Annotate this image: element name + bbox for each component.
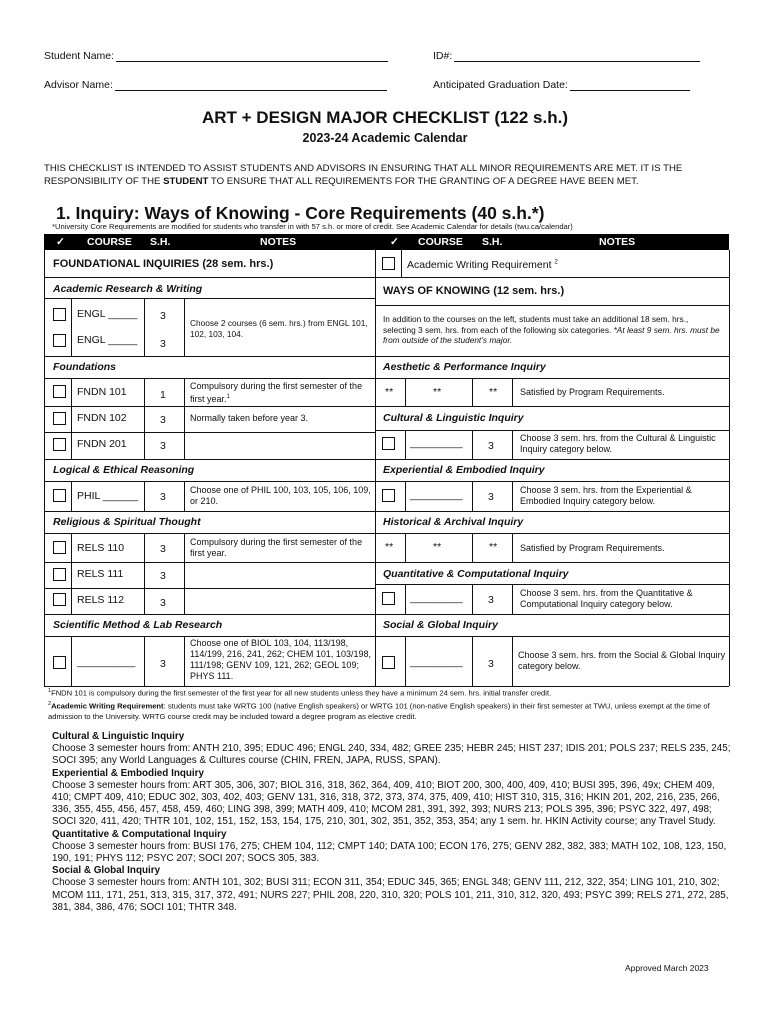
student-name-label: Student Name: [44,50,115,62]
quantitative-note: Choose 3 sem. hrs. from the Quantitative & Computational Inquiry category below. [520,588,693,609]
grid-line [375,614,729,615]
advisor-name-line[interactable] [115,79,387,91]
footnote-1-sup: 1 [48,688,52,694]
grid-line [512,533,513,562]
wok-note-plain: In addition to the courses on the left, students must take an additional 18 sem. hrs., selecting 3 sem. hrs. from each of the following six categories. [383,314,689,335]
grid-line [44,356,375,357]
grid-line [405,481,406,511]
grid-line [44,432,375,433]
list-heading-quantitative: Quantitative & Computational Inquiry [52,828,227,840]
aesthetic-note: Satisfied by Program Requirements. [520,387,665,397]
grid-line [44,481,375,482]
grid-line [44,511,375,512]
list-heading-social: Social & Global Inquiry [52,865,161,877]
grid-line [405,584,406,614]
advisor-name-label: Advisor Name: [44,79,113,91]
graduation-date-field[interactable] [433,79,690,91]
grid-line [375,511,729,512]
category-social-global: Social & Global Inquiry [383,619,498,631]
grid-line [184,378,185,459]
rels110-course: RELS 110 [77,542,125,554]
grid-line [375,459,729,460]
grid-line [44,588,375,589]
header-course-right: COURSE [418,236,463,248]
grid-line [184,298,185,356]
list-heading-cultural: Cultural & Linguistic Inquiry [52,731,185,742]
writing-requirement-checkbox[interactable] [382,257,395,270]
grid-line [512,430,513,459]
rels110-checkbox[interactable] [53,541,66,554]
graduation-date-line[interactable] [570,79,690,91]
engl-2-sh: 3 [160,338,166,350]
fndn102-checkbox[interactable] [53,412,66,425]
cultural-course: _________ [410,437,463,449]
fndn101-note-sup: 1 [226,394,230,400]
grid-line [44,378,375,379]
science-checkbox[interactable] [53,656,66,669]
category-religious-spiritual: Religious & Spiritual Thought [53,516,201,528]
footnote-2-text: : students must take WRTG 100 (native English speakers) or WRTG 101 (non-native English speakers) in their first semester at TWU, unless exempt at the time of admission to the University. WRTG course credit may be included toward a degree program as elective credit. [48,701,710,722]
category-historical-archival: Historical & Archival Inquiry [383,516,524,528]
grid-line [44,277,729,278]
id-field[interactable] [433,50,700,62]
fndn201-sh: 3 [160,440,166,452]
rels111-sh: 3 [160,570,166,582]
grid-line [405,636,406,686]
grid-line [375,356,729,357]
science-note: Choose one of BIOL 103, 104, 113/198, 114/199, 216, 241, 262; CHEM 101, 103/198, 111/198; GENV 109, 121, 262; GEOL 109; PHYS 111. [190,638,371,681]
footnote-2 [48,699,738,723]
science-sh: 3 [160,658,166,670]
fndn101-checkbox[interactable] [53,385,66,398]
grid-line [144,378,145,459]
list-heading-experiential: Experiential & Embodied Inquiry [52,767,204,779]
aesthetic-check: ** [385,386,394,398]
writing-requirement-sup: 2 [554,259,558,266]
experiential-sh: 3 [488,491,494,503]
fndn102-note: Normally taken before year 3. [190,413,309,423]
engl-1-checkbox[interactable] [53,308,66,321]
grid-line [375,378,729,379]
grid-line [405,378,406,406]
category-logical-ethical: Logical & Ethical Reasoning [53,464,195,476]
category-experiential-embodied: Experiential & Embodied Inquiry [383,464,545,476]
cultural-sh: 3 [488,440,494,452]
wok-note-italic: *At least 9 sem. hrs. must be from outside of the student’s major. [383,324,720,345]
footnote-1 [48,686,738,699]
advisor-name-field[interactable] [44,79,387,91]
footnote-2-sup: 2 [48,701,52,708]
engl-2-course: ENGL _____ [77,334,138,346]
grid-line [44,614,375,615]
engl-1-sh: 3 [160,310,166,322]
grid-line [375,430,729,431]
grid-line [512,378,513,406]
fndn101-note [190,381,372,405]
grid-line [512,481,513,511]
rels111-course: RELS 111 [77,568,124,580]
grid-line [44,459,375,460]
category-cultural-linguistic: Cultural & Linguistic Inquiry [383,412,524,424]
footnote-1-text: FNDN 101 is compulsory during the first semester of the first year for all new students unless they have a minimum 24 sem. hrs. initial transfer credit. [51,688,552,698]
graduation-date-label: Anticipated Graduation Date: [433,79,568,91]
fndn201-course: FNDN 201 [77,438,127,450]
grid-line [472,636,473,686]
grid-line [472,430,473,459]
grid-line [44,250,45,686]
grid-line [144,533,145,614]
course-lists [52,731,732,914]
category-aesthetic-performance: Aesthetic & Performance Inquiry [383,361,546,373]
grid-line [71,298,72,356]
cultural-checkbox[interactable] [382,437,395,450]
fndn102-course: FNDN 102 [77,412,127,424]
list-text-social: Choose 3 semester hours from: ANTH 101, 302; BUSI 311; ECON 311, 354; EDUC 345, 365; ENGL 348; GENV 111, 212, 322, 354; LING 101, 210, 302; MCOM 111, 171, 251, 313, 315, 317, 372, 491; NURS 227; PHIL 208, 220, 310, 320; POLS 101, 211, 310, 312, 320, 493; PSYC 399; RELS 271, 272, 285, 381, 384, 386, 476; SOCI 101; THTR 348. [52,877,729,913]
social-note: Choose 3 sem. hrs. from the Social & Global Inquiry category below. [518,650,726,671]
grid-line [472,378,473,406]
grid-line [44,562,375,563]
grid-line [405,533,406,562]
grid-line [472,584,473,614]
page-subtitle: 2023-24 Academic Calendar [302,131,468,145]
list-text-experiential: Choose 3 semester hours from: ART 305, 306, 307; BIOL 316, 318, 362, 364, 409, 410; BIOT 200, 300, 400, 409, 410; BUSI 395, 396, 49x; CHEM 409, 410; CMPT 409, 410; EDUC 302, 303, 402, 403; GENV 131, 316, 318, 372, 373, 374, 375, 409, 410; HIST 310, 315, 316; HKIN 201, 202, 216, 235, 266, 336, 355, 455, 456, 457, 458, 459, 460; LING 398, 399; MATH 409, 410; MCOM 281, 391, 392, 393; NURS 213; POLS 395, 396; PSYC 322, 497, 498; SOCI 320, 411, 420; THTR 101, 102, 151, 152, 153, 154, 175, 210, 301, 302, 351, 352, 353, 354; any 1 sem. hr. HKIN Activity course; any Travel Study. [52,779,720,828]
category-foundations: Foundations [53,361,116,373]
header-sh-left: S.H. [150,236,171,248]
engl-note: Choose 2 courses (6 sem. hrs.) from ENGL 101, 102, 103, 104. [190,318,368,339]
grid-line [375,562,729,563]
grid-line [375,250,376,686]
ways-of-knowing-heading: WAYS OF KNOWING (12 sem. hrs.) [383,285,565,297]
grid-line [375,481,729,482]
intro-strong: STUDENT [163,176,209,187]
rels112-course: RELS 112 [77,594,125,606]
section-title: 1. Inquiry: Ways of Knowing - Core Requirements (40 s.h.*) [56,203,545,223]
id-label: ID#: [433,50,453,62]
header-sh-right: S.H. [482,236,503,248]
grid-line [144,636,145,686]
quantitative-checkbox[interactable] [382,592,395,605]
grid-line [44,636,375,637]
rels112-checkbox[interactable] [53,593,66,606]
phil-note: Choose one of PHIL 100, 103, 105, 106, 109, or 210. [190,485,371,506]
engl-1-course: ENGL _____ [77,308,138,320]
table-header [44,234,729,250]
grid-line [375,305,729,306]
writing-requirement-label: Academic Writing Requirement [407,259,552,271]
grid-line [144,298,145,356]
grid-line [375,406,729,407]
section-note: *University Core Requirements are modified for students who transfer in with 57 s.h. or more of credit. See Academic Calendar for details (twu.ca/calendar) [52,222,573,231]
grid-line [729,250,730,686]
social-course: _________ [410,656,463,668]
rels111-checkbox[interactable] [53,568,66,581]
grid-line [512,584,513,614]
historical-check: ** [385,541,394,553]
fndn102-sh: 3 [160,414,166,426]
writing-requirement [407,259,558,271]
header-check-left: ✓ [56,236,65,248]
science-course: __________ [77,656,136,668]
fndn201-checkbox[interactable] [53,438,66,451]
header-course-left: COURSE [87,236,132,248]
historical-course: ** [433,541,442,553]
rels110-sh: 3 [160,543,166,555]
student-name-line[interactable] [116,50,388,62]
social-sh: 3 [488,658,494,670]
foundational-inquiries-heading: FOUNDATIONAL INQUIRIES (28 sem. hrs.) [53,258,274,270]
grid-line [44,298,375,299]
grid-line [184,533,185,614]
list-text-quantitative: Choose 3 semester hours from: BUSI 176, 275; CHEM 104, 112; CMPT 140; DATA 100; ECON 176, 275; GENV 282, 382, 383; MATH 102, 108, 123, 150, 190, 191; PHYS 112; PSYC 207; SOCI 207; SOCS 305, 383. [52,840,727,865]
grid-line [71,378,72,459]
student-name-field[interactable] [44,50,388,62]
category-scientific-method: Scientific Method & Lab Research [53,619,223,631]
approved-date: Approved March 2023 [625,963,709,973]
phil-checkbox[interactable] [53,489,66,502]
grid-line [375,636,729,637]
experiential-course: _________ [410,489,463,501]
grid-line [144,481,145,511]
intro-text [44,162,729,188]
header-notes-right: NOTES [599,236,636,248]
grid-line [71,481,72,511]
ways-of-knowing-note [383,314,723,346]
rels110-note: Compulsory during the first semester of the first year. [190,537,363,558]
grid-line [375,533,729,534]
cultural-note: Choose 3 sem. hrs. from the Cultural & Linguistic Inquiry category below. [520,433,716,454]
quantitative-sh: 3 [488,594,494,606]
intro-part-1: THIS CHECKLIST IS INTENDED TO ASSIST STUDENTS AND ADVISORS IN ENSURING THAT ALL MINOR REQUIREMENTS ARE MET. IT IS THE RESPONSIBILITY OF THE [44,163,683,187]
category-quantitative-computational: Quantitative & Computational Inquiry [383,568,569,580]
experiential-checkbox[interactable] [382,489,395,502]
rels112-sh: 3 [160,597,166,609]
grid-line [71,533,72,614]
grid-line [472,481,473,511]
historical-sh: ** [489,541,498,553]
fndn101-sh: 1 [160,389,166,401]
aesthetic-sh: ** [489,386,498,398]
quantitative-course: _________ [410,592,463,604]
engl-2-checkbox[interactable] [53,334,66,347]
category-academic-research: Academic Research & Writing [53,283,203,295]
grid-line [375,584,729,585]
experiential-note: Choose 3 sem. hrs. from the Experiential & Embodied Inquiry category below. [520,485,692,506]
fndn101-note-text: Compulsory during the first semester of the first year. [190,381,363,404]
phil-course: PHIL ______ [77,490,138,502]
historical-note: Satisfied by Program Requirements. [520,543,665,553]
grid-line [512,636,513,686]
header-notes-left: NOTES [260,236,297,248]
grid-line [71,636,72,686]
footnote-2-bold: Academic Writing Requirement [51,701,164,711]
fndn101-course: FNDN 101 [77,386,127,398]
id-line[interactable] [454,50,700,62]
aesthetic-course: ** [433,386,442,398]
grid-line [472,533,473,562]
grid-line [184,636,185,686]
grid-line [405,430,406,459]
phil-sh: 3 [160,491,166,503]
grid-line [184,481,185,511]
social-checkbox[interactable] [382,656,395,669]
header-check-right: ✓ [390,236,399,248]
page-title: ART + DESIGN MAJOR CHECKLIST (122 s.h.) [201,108,569,127]
grid-line [44,533,375,534]
list-text-cultural: Choose 3 semester hours from: ANTH 210, 395; EDUC 496; ENGL 240, 334, 482; GREE 235; HEBR 245; HIST 237; IDIS 201; POLS 237; RELS 235, 245; SOCI 395; any World Languages & Cultures course (CHIN, FREN, JAPA, RUSS, SPAN). [52,743,731,767]
grid-line [401,250,402,277]
footnotes [48,686,738,723]
grid-line [44,406,375,407]
intro-part-2: TO ENSURE THAT ALL REQUIREMENTS FOR THE GRANTING OF A DEGREE HAVE BEEN MET. [208,176,639,187]
